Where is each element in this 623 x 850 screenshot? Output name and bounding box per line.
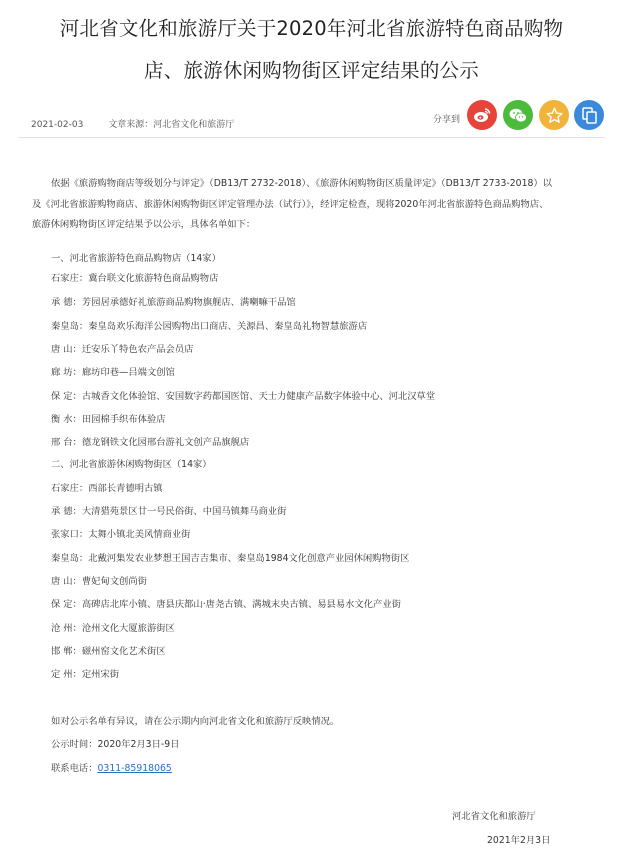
city-label: 秦皇岛： (51, 321, 89, 332)
list-item (51, 270, 218, 284)
city-label: 承 德： (51, 506, 82, 517)
list-item (51, 526, 190, 540)
signature-org: 河北省文化和旅游厅 (452, 811, 536, 822)
phone-label: 联系电话： (51, 763, 98, 774)
article-title-line2: 店、旅游休闲购物街区评定结果的公示 (144, 59, 479, 82)
list-item (51, 411, 166, 425)
period-value: 2020年2月3日-9日 (97, 739, 180, 750)
copy-icon (582, 107, 597, 124)
item-text: 大清猎苑景区廿一号民俗街、中国马镇舞马商业街 (81, 506, 287, 517)
article-title-line1: 河北省文化和旅游厅关于2020年河北省旅游特色商品购物 (59, 17, 564, 40)
city-label: 沧 州： (51, 623, 82, 634)
city-label: 邢 台： (51, 437, 82, 448)
share-favorite-button[interactable] (539, 100, 569, 130)
city-label: 廊 坊： (51, 367, 82, 378)
signature-date: 2021年2月3日 (487, 835, 551, 846)
phone-link[interactable]: 0311-85918065 (97, 763, 172, 774)
list-item (51, 596, 401, 610)
share-wechat-button[interactable] (503, 100, 533, 130)
list-item (51, 503, 286, 517)
item-text: 迁安乐丫特色农产品会员店 (81, 344, 194, 355)
section2-title: 二、河北省旅游休闲购物街区（14家） (51, 459, 212, 470)
city-label: 定 州： (51, 669, 82, 680)
city-label: 唐 山： (51, 576, 82, 587)
publicity-period (51, 736, 179, 750)
item-text: 定州宋街 (81, 669, 120, 680)
list-item (51, 643, 166, 657)
share-copy-button[interactable] (574, 100, 604, 130)
list-item (51, 434, 249, 448)
list-item (51, 550, 409, 564)
item-text: 芳园居承德好礼旅游商品购物旗舰店、满喇嘛干品馆 (81, 297, 296, 308)
city-label: 秦皇岛： (51, 553, 89, 564)
city-label: 衡 水： (51, 414, 82, 425)
list-item (51, 341, 193, 355)
wechat-icon (509, 108, 527, 123)
list-item (51, 620, 175, 634)
item-text: 太舞小镇北美风情商业街 (88, 529, 191, 540)
intro-paragraph: 依据《旅游购物商店等级划分与评定》（DB13/T 2732-2018）、《旅游休闲购物街区质量评定》（DB13/T 2733-2018）以及《河北省旅游购物商店、旅游休闲购物街区评定管理办法（试行）》，经评定检查，现将2020年河北省旅游特色商品购物店、旅游休闲购物街区评定结果予以公示，具体名单如下： (32, 178, 552, 230)
section1-title: 一、河北省旅游特色商品购物店（14家） (51, 253, 221, 264)
objection-note: 如对公示名单有异议，请在公示期内向河北省文化和旅游厅反映情况。 (51, 716, 340, 727)
list-item (51, 294, 296, 308)
city-label: 张家口： (51, 529, 89, 540)
city-label: 保 定： (51, 599, 82, 610)
list-item (51, 666, 119, 680)
item-text: 德龙钢铁文化园邢台游礼文创产品旗舰店 (81, 437, 250, 448)
item-text: 廊坊印巷—吕端文创馆 (81, 367, 175, 378)
item-text: 北戴河集发农业梦想王国吉吉集市、秦皇岛1984文化创意产业园休闲购物街区 (88, 553, 410, 564)
list-item (51, 480, 163, 494)
item-text: 高碑店北库小镇、唐县庆都山·唐尧古镇、满城末央古镇、易县易水文化产业街 (81, 599, 401, 610)
article-meta (31, 117, 234, 130)
publish-date: 2021-02-03 (31, 120, 84, 130)
header-divider (18, 137, 605, 138)
item-text: 冀台联文化旅游特色商品购物店 (88, 273, 219, 284)
item-text: 田园棉手织布体验店 (81, 414, 166, 425)
list-item (51, 573, 147, 587)
city-label: 邯 郸： (51, 646, 82, 657)
item-text: 沧州文化大厦旅游街区 (81, 623, 175, 634)
city-label: 承 德： (51, 297, 82, 308)
list-item (51, 364, 175, 378)
item-text: 西部长青德明古镇 (88, 483, 163, 494)
share-weibo-button[interactable] (467, 100, 497, 130)
city-label: 保 定： (51, 391, 82, 402)
share-label: 分享到 (433, 115, 461, 125)
item-text: 磁州窑文化艺术街区 (81, 646, 166, 657)
list-item (51, 318, 367, 332)
item-text: 曹妃甸文创尚街 (81, 576, 147, 587)
contact-phone (51, 760, 172, 774)
city-label: 石家庄： (51, 273, 89, 284)
list-item (51, 388, 435, 402)
period-label: 公示时间： (51, 739, 98, 750)
article-source: 文章来源：河北省文化和旅游厅 (108, 120, 235, 130)
city-label: 石家庄： (51, 483, 89, 494)
city-label: 唐 山： (51, 344, 82, 355)
weibo-icon (473, 107, 491, 123)
item-text: 秦皇岛欢乐海洋公园购物出口商店、关源昌、秦皇岛礼物智慧旅游店 (88, 321, 368, 332)
star-icon (546, 107, 563, 124)
item-text: 古城香文化体验馆、安国数字药都国医馆、天士力健康产品数字体验中心、河北汉草堂 (81, 391, 436, 402)
